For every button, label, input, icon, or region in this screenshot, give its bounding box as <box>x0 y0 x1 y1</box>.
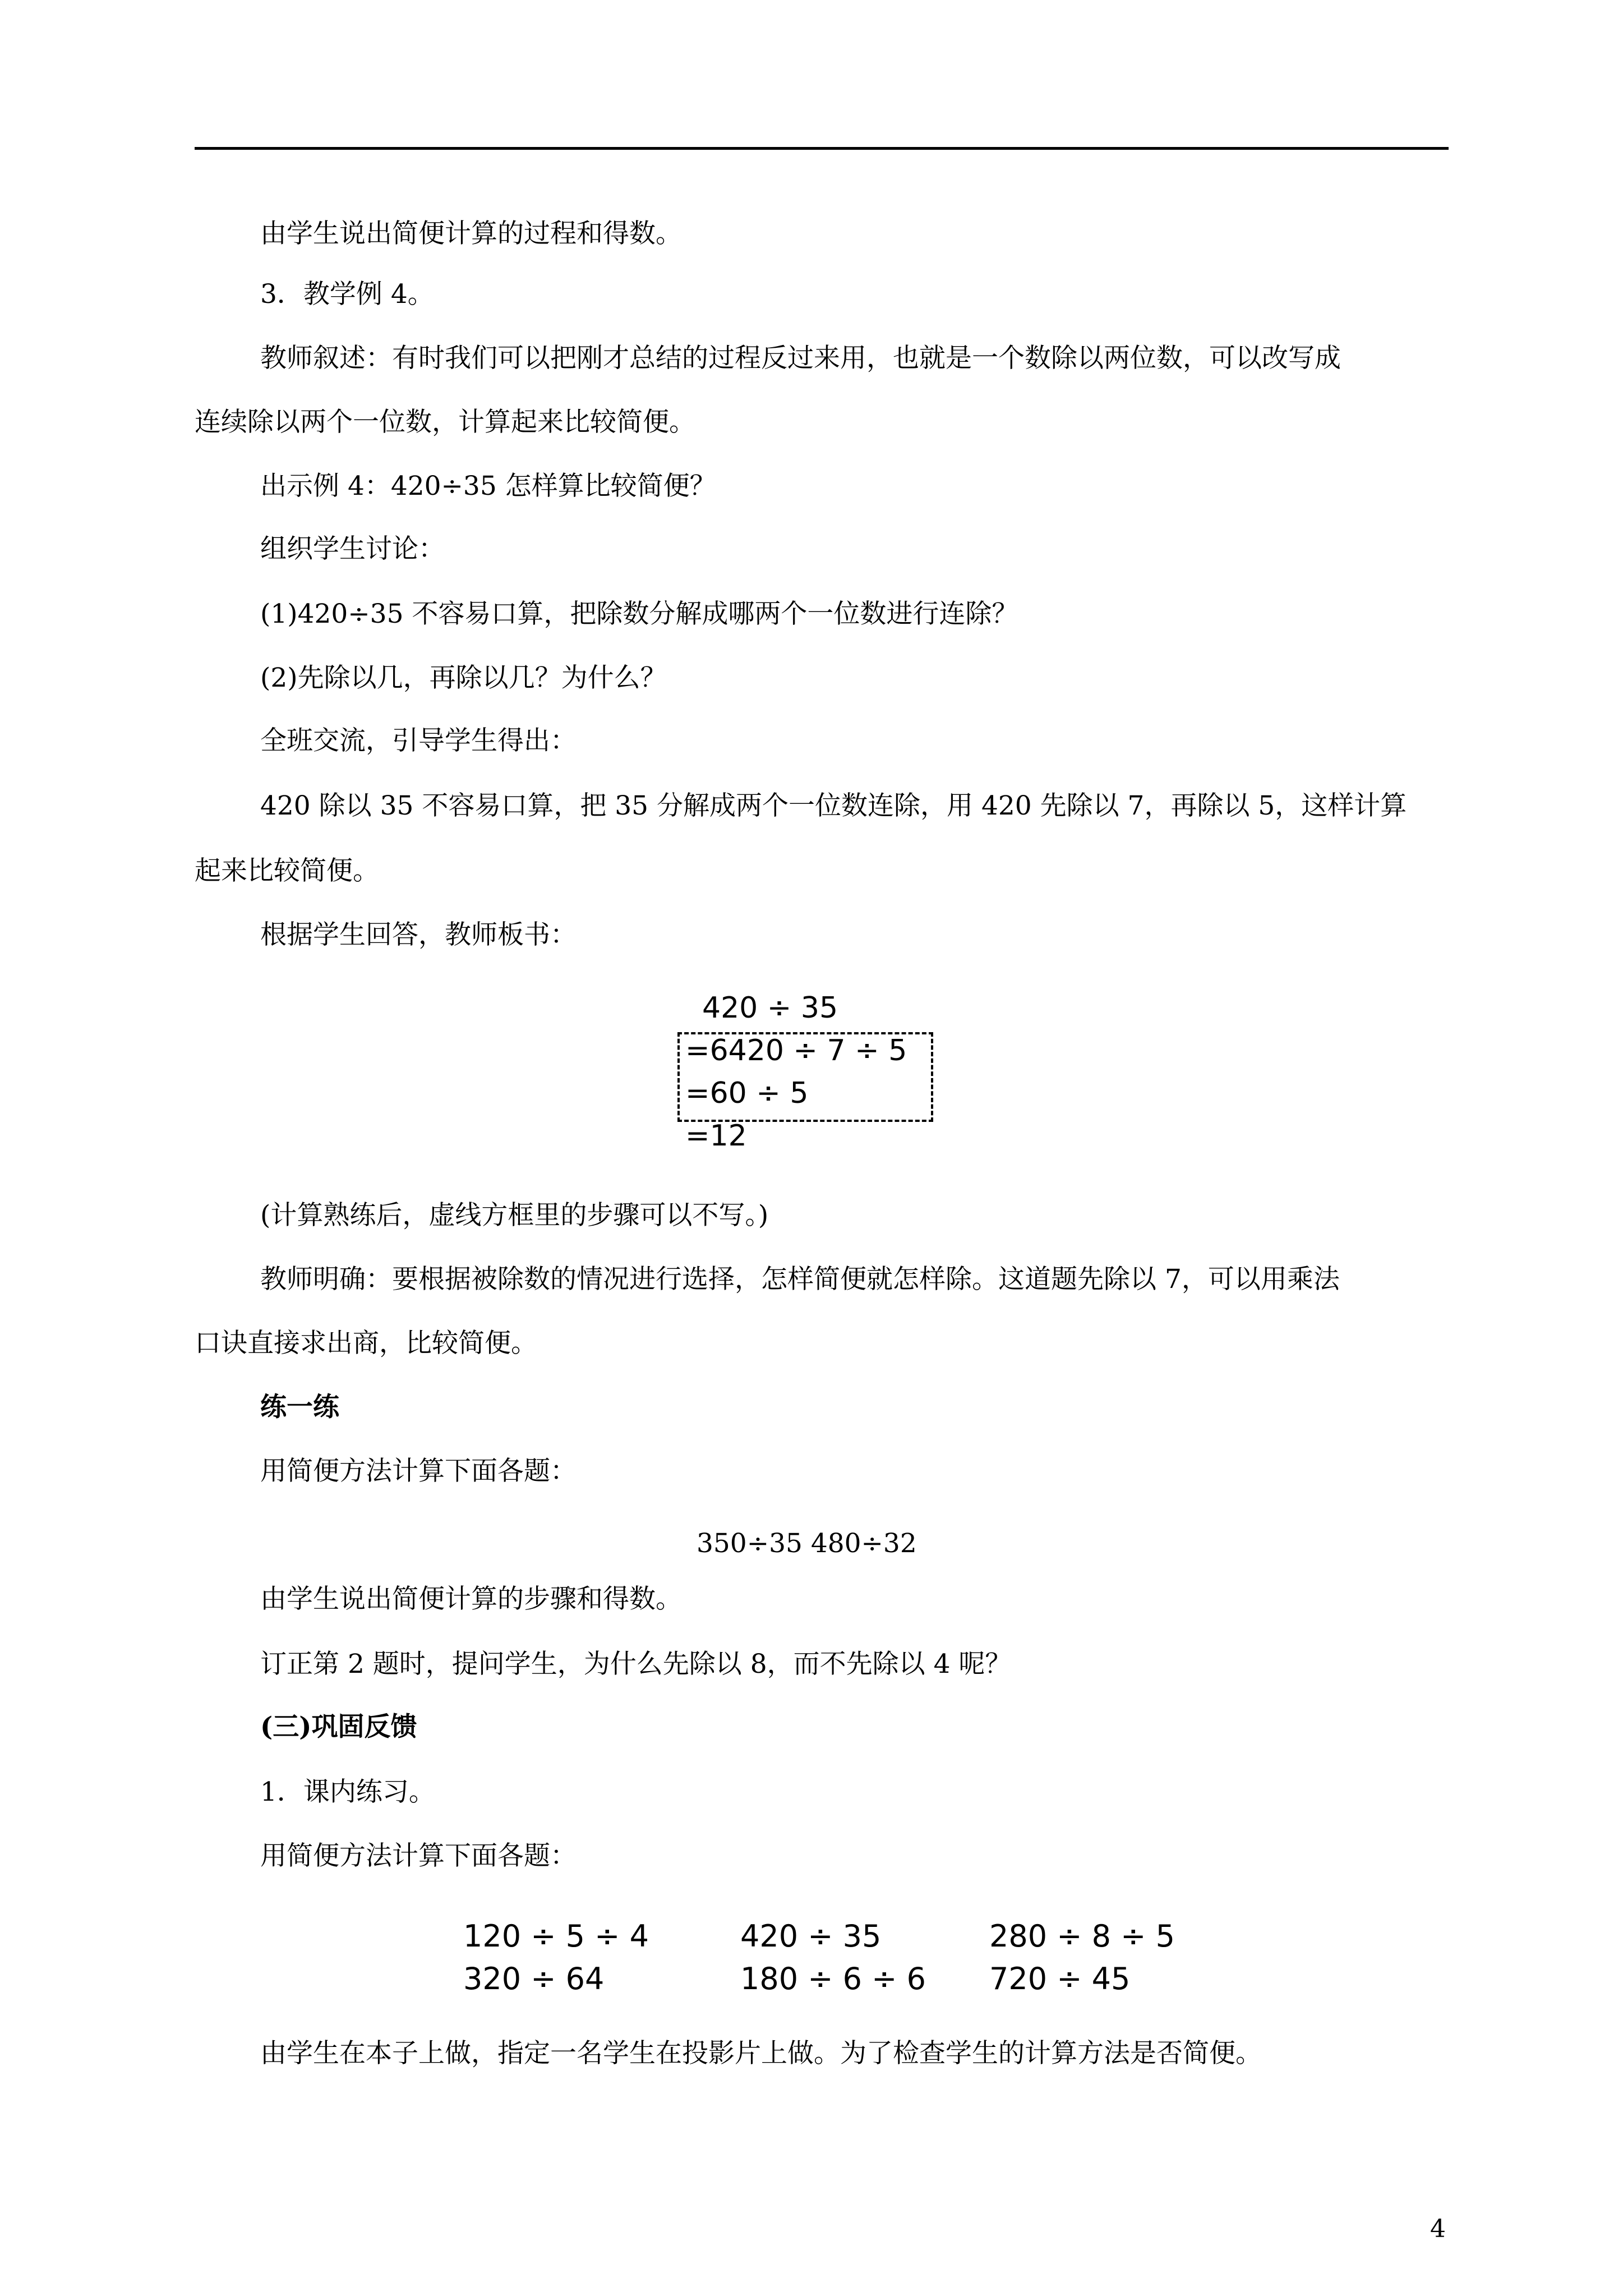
practice-problems: 350÷35 480÷32 <box>697 1528 917 1559</box>
paragraph-9a: 420 除以 35 不容易口算，把 35 分解成两个一位数连除，用 420 先除以 7，再除以 5，这样计算 <box>260 790 1407 821</box>
paragraph-3b: 连续除以两个一位数，计算起来比较简便。 <box>195 407 695 438</box>
paragraph-3a: 教师叙述：有时我们可以把刚才总结的过程反过来用，也就是一个数除以两位数，可以改写成 <box>260 343 1341 374</box>
exercise-cell: 120 ÷ 5 ÷ 4 <box>463 1918 649 1954</box>
paragraph-12b: 口诀直接求出商，比较简便。 <box>195 1328 537 1359</box>
practice-after-1: 由学生说出简便计算的步骤和得数。 <box>260 1584 682 1614</box>
exercise-cell: 320 ÷ 64 <box>463 1961 605 1996</box>
practice-intro: 用简便方法计算下面各题： <box>260 1456 577 1487</box>
exercise-cell: 420 ÷ 35 <box>740 1918 882 1954</box>
paragraph-1: 由学生说出简便计算的过程和得数。 <box>260 218 682 249</box>
board-line-2: =6420 ÷ 7 ÷ 5 <box>685 1034 907 1068</box>
page-number: 4 <box>1430 2215 1446 2243</box>
section-item: 1．课内练习。 <box>260 1777 435 1807</box>
exercise-cell: 280 ÷ 8 ÷ 5 <box>989 1918 1175 1954</box>
paragraph-9b: 起来比较简便。 <box>195 855 379 886</box>
board-line-1: 420 ÷ 35 <box>702 991 838 1025</box>
board-line-3: =60 ÷ 5 <box>685 1076 809 1110</box>
paragraph-11: (计算熟练后，虚线方框里的步骤可以不写。) <box>260 1200 769 1231</box>
practice-heading: 练一练 <box>260 1392 339 1423</box>
paragraph-10: 根据学生回答，教师板书： <box>260 919 577 950</box>
section-heading: (三)巩固反馈 <box>260 1711 417 1742</box>
paragraph-2: 3．教学例 4。 <box>260 279 434 310</box>
paragraph-4: 出示例 4：420÷35 怎样算比较简便？ <box>260 471 716 501</box>
header-rule <box>195 147 1449 150</box>
exercise-cell: 720 ÷ 45 <box>989 1961 1131 1996</box>
practice-after-2: 订正第 2 题时，提问学生，为什么先除以 8，而不先除以 4 呢？ <box>260 1649 1012 1680</box>
paragraph-7: (2)先除以几，再除以几？为什么？ <box>260 662 667 693</box>
paragraph-6: (1)420÷35 不容易口算，把除数分解成哪两个一位数进行连除？ <box>260 599 1018 629</box>
closing-paragraph: 由学生在本子上做，指定一名学生在投影片上做。为了检查学生的计算方法是否简便。 <box>260 2038 1262 2069</box>
paragraph-12a: 教师明确：要根据被除数的情况进行选择，怎样简便就怎样除。这道题先除以 7，可以用乘法 <box>260 1264 1340 1295</box>
board-line-4: =12 <box>685 1119 747 1153</box>
exercise-cell: 180 ÷ 6 ÷ 6 <box>740 1961 926 1996</box>
paragraph-8: 全班交流，引导学生得出： <box>260 725 577 756</box>
section-intro: 用简便方法计算下面各题： <box>260 1841 577 1871</box>
paragraph-5: 组织学生讨论： <box>260 533 445 564</box>
